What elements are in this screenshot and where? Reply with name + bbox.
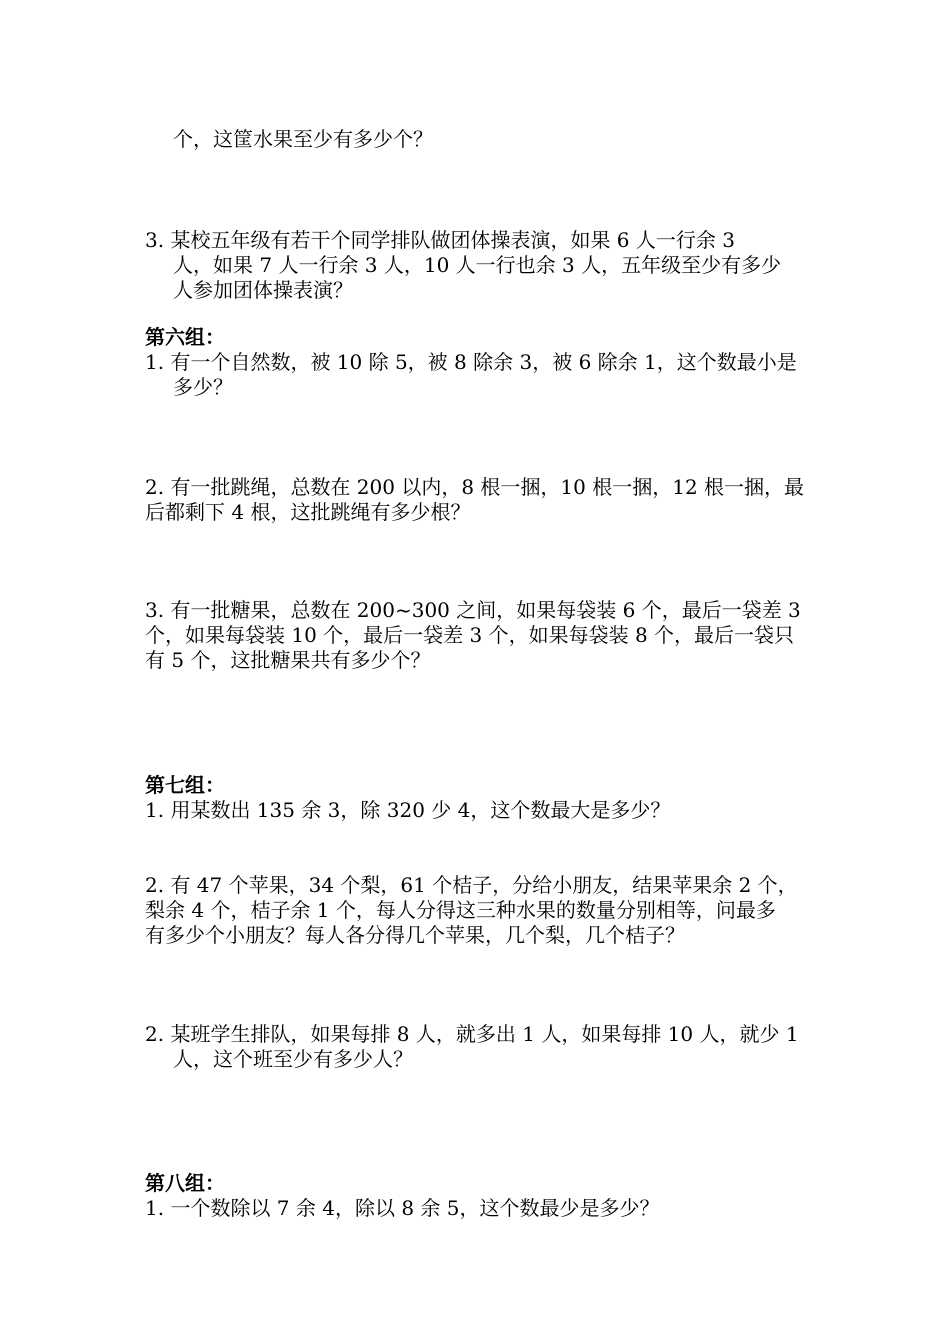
question-text-line: 1. 用某数出 135 余 3，除 320 少 4，这个数最大是多少？ <box>145 798 671 822</box>
question-text-line: 多少？ <box>173 375 233 399</box>
question-text-line: 2. 有 47 个苹果，34 个梨，61 个桔子，分给小朋友，结果苹果余 2 个， <box>145 873 798 897</box>
question-text-line: 有多少个小朋友？每人各分得几个苹果，几个梨，几个桔子？ <box>145 923 685 947</box>
question-text-line: 3. 有一批糖果，总数在 200~300 之间，如果每袋装 6 个，最后一袋差 3 <box>145 598 801 622</box>
question-text-line: 梨余 4 个，桔子余 1 个，每人分得这三种水果的数量分别相等，问最多 <box>145 898 776 922</box>
question-text-line: 1. 有一个自然数，被 10 除 5，被 8 除余 3，被 6 除余 1，这个数最小是 <box>145 350 797 374</box>
question-text-line: 2. 有一批跳绳，总数在 200 以内，8 根一捆，10 根一捆，12 根一捆，最 <box>145 475 805 499</box>
question-text-line: 个，这筐水果至少有多少个？ <box>173 127 433 151</box>
question-text-line: 人参加团体操表演？ <box>173 278 353 302</box>
section-heading: 第八组： <box>145 1171 225 1195</box>
question-text-line: 人，这个班至少有多少人？ <box>173 1047 413 1071</box>
question-text-line: 有 5 个，这批糖果共有多少个？ <box>145 648 431 672</box>
question-text-line: 后都剩下 4 根，这批跳绳有多少根？ <box>145 500 471 524</box>
question-text-line: 个，如果每袋装 10 个，最后一袋差 3 个，如果每袋装 8 个，最后一袋只 <box>145 623 795 647</box>
question-text-line: 1. 一个数除以 7 余 4，除以 8 余 5，这个数最少是多少？ <box>145 1196 660 1220</box>
section-heading: 第七组： <box>145 773 225 797</box>
question-text-line: 2. 某班学生排队，如果每排 8 人，就多出 1 人，如果每排 10 人，就少 1 <box>145 1022 799 1046</box>
question-text-line: 3. 某校五年级有若干个同学排队做团体操表演，如果 6 人一行余 3 <box>145 228 735 252</box>
section-heading: 第六组： <box>145 325 225 349</box>
question-text-line: 人，如果 7 人一行余 3 人，10 人一行也余 3 人，五年级至少有多少 <box>173 253 782 277</box>
